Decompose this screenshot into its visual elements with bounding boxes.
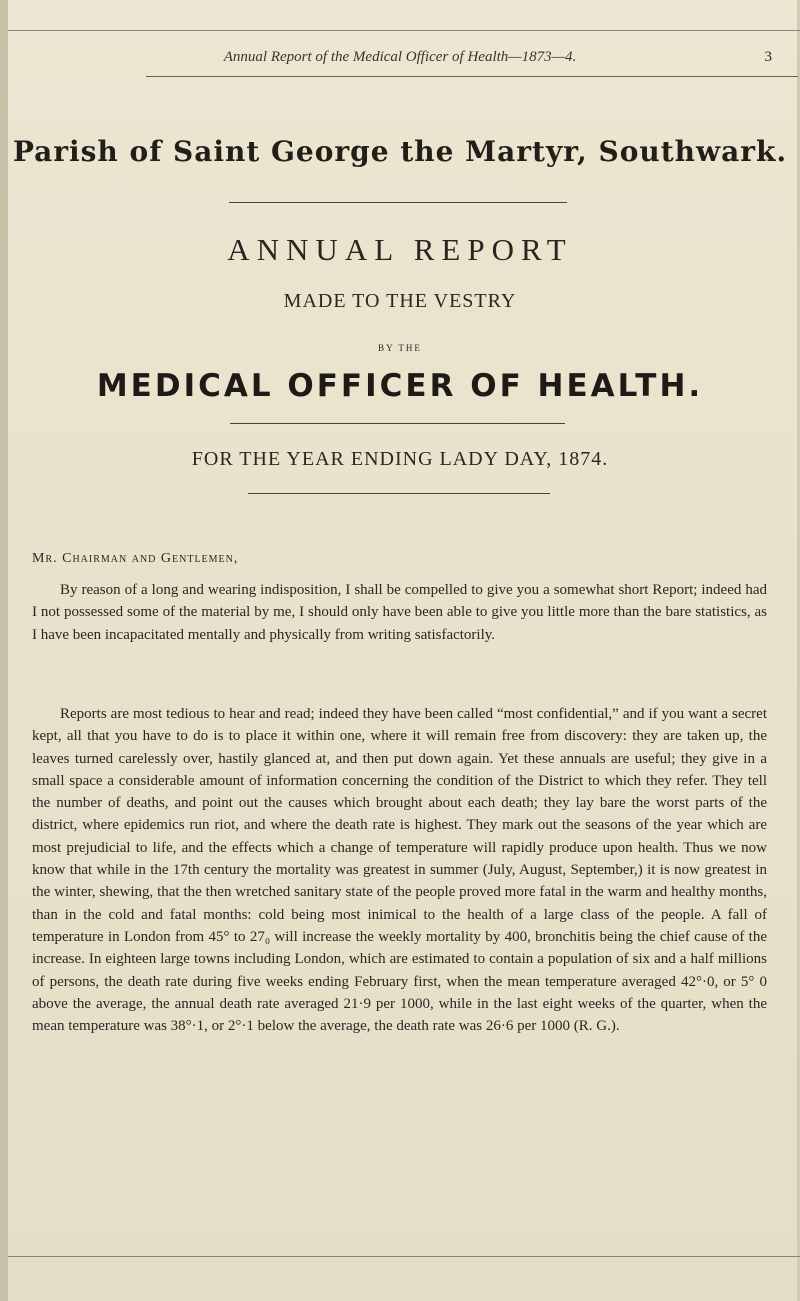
- year-ending: FOR THE YEAR ENDING LADY DAY, 1874.: [191, 448, 609, 470]
- bottom-border-line: [8, 1256, 800, 1257]
- made-to-vestry: MADE TO THE VESTRY: [283, 290, 517, 312]
- report-title: ANNUAL REPORT: [227, 232, 573, 267]
- salutation: Mr. Chairman and Gentlemen,: [32, 551, 239, 566]
- running-head-rule: [146, 76, 798, 77]
- rule-under-officer: [230, 423, 565, 424]
- by-the: BY THE: [378, 343, 422, 353]
- top-border-line: [8, 30, 800, 31]
- paragraph-2: Reports are most tedious to hear and read; indeed they have been called “most confidential,” and if you want a secret kept, all that you have to do is to place it within one, where it will remain free from discovery: they are taken up, the leaves turned carelessly over, hastily glanced at, and then put down again. Yet these annuals are useful; they give in a small space a considerable amount of information concerning the condition of the District to which they refer. They tell the number of deaths, and point out the causes which brought about each death; they lay bare the worst parts of the district, where epidemics run riot, and where the death rate is highest. They mark out the seasons of the year which are most prejudicial to life, and the effects which a change of temperature will rapidly produce upon health. Thus we now know that while in the 17th century the mortality was greatest in summer (July, August, September,) it is now greatest in the winter, shewing, that the then wretched sanitary state of the people proved more fatal in the warm and healthy months, than in the cold and fatal months: cold being most inimical to the health of a large class of the people. A fall of temperature in London from 45° to 27₀ will increase the weekly mortality by 400, bronchitis being the chief cause of the increase. In eighteen large towns including London, which are estimated to contain a population of six and a half millions of persons, the death rate during five weeks ending February first, when the mean temperature averaged 42°·0, or 5° 0 above the average, the annual death rate averaged 21·9 per 1000, while in the last eight weeks of the quarter, when the mean temperature was 38°·1, or 2°·1 below the average, the death rate was 26·6 per 1000 (R. G.).: [32, 706, 767, 1035]
- rule-under-year: [248, 493, 550, 494]
- medical-officer-heading: MEDICAL OFFICER OF HEALTH.: [96, 368, 704, 404]
- page-left-edge: [0, 0, 8, 1301]
- paragraph-1: By reason of a long and wearing indisposition, I shall be compelled to give you a somewhat short Report; indeed had I not possessed some of the material by me, I should only have been able to give you little more than the bare statistics, as I have been incapacitated mentally and physically from writing satisfactorily.: [32, 582, 767, 643]
- rule-under-parish: [229, 202, 567, 203]
- parish-title: Parish of Saint George the Martyr, Southwark.: [12, 135, 788, 168]
- page-number: 3: [764, 49, 772, 65]
- running-head: Annual Report of the Medical Officer of Health—1873—4.: [223, 49, 577, 65]
